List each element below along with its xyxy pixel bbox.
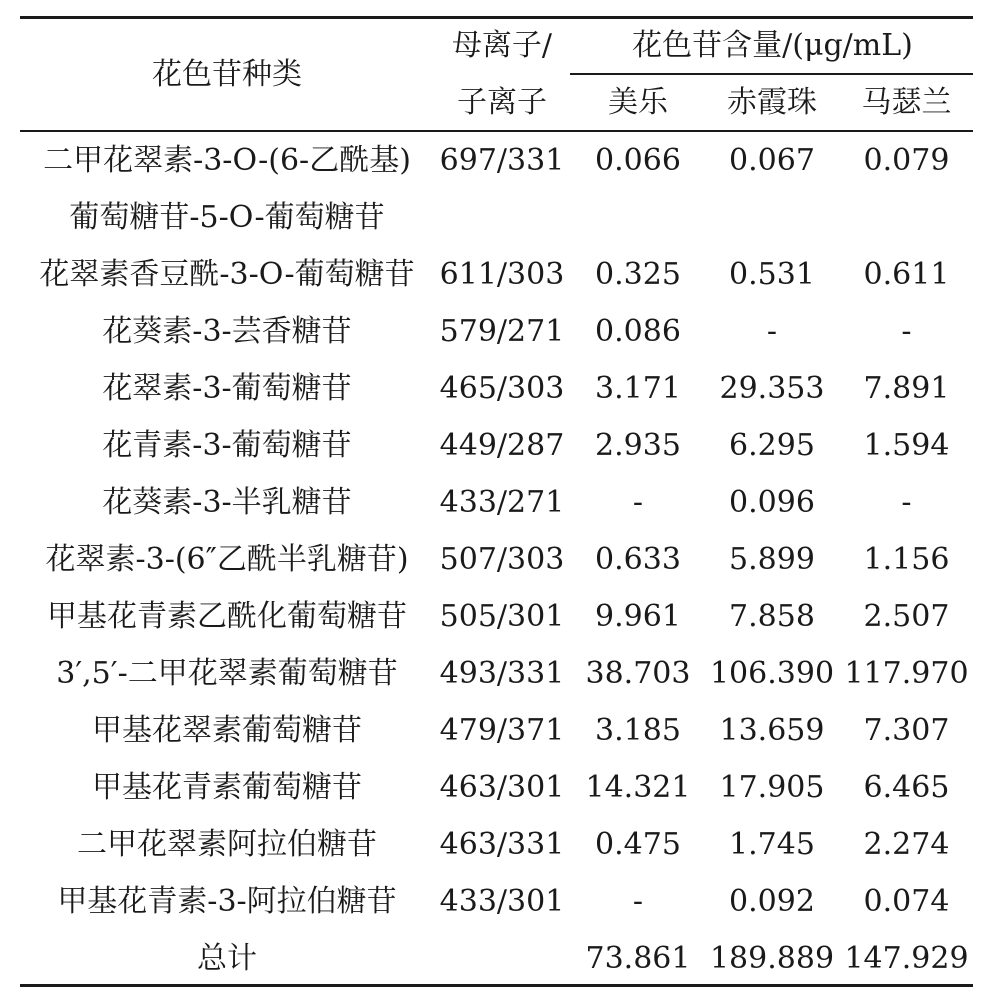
row-ion: [432, 189, 572, 246]
row-cabernet: 0.096: [729, 485, 815, 520]
row-ion: 493/331: [439, 656, 565, 691]
row-cabernet: 13.659: [719, 713, 825, 748]
row-marselan: -: [901, 314, 912, 349]
row-marselan: 0.079: [863, 143, 950, 178]
row-cabernet: 0.531: [729, 257, 815, 292]
header-species: 花色苷种类: [152, 57, 302, 92]
row-marselan: [840, 189, 973, 246]
row-marselan: 6.465: [863, 770, 950, 805]
row-name: 甲基花青素-3-阿拉伯糖苷: [57, 884, 397, 919]
row-name: 花葵素-3-半乳糖苷: [102, 485, 352, 520]
row-cabernet: [704, 189, 840, 246]
row-ion: [432, 930, 572, 987]
row-marselan: 0.074: [863, 884, 950, 919]
row-cabernet: 0.067: [729, 143, 815, 178]
row-merlot: 3.185: [595, 713, 681, 748]
row-ion: 433/301: [439, 884, 565, 919]
header-variety-merlot: 美乐: [608, 85, 668, 120]
row-cabernet: 29.353: [719, 371, 825, 406]
total-marselan: 147.929: [844, 941, 969, 976]
row-merlot: [572, 189, 704, 246]
row-ion: 465/303: [439, 371, 565, 406]
row-merlot: 9.961: [595, 599, 681, 634]
row-merlot: 2.935: [595, 428, 681, 463]
row-cabernet: 6.295: [729, 428, 815, 463]
row-marselan: 1.594: [863, 428, 950, 463]
row-ion: 505/301: [439, 599, 565, 634]
row-merlot: 0.066: [595, 143, 681, 178]
row-marselan: 7.307: [863, 713, 950, 748]
header-ion-line1: 母离子/: [451, 28, 553, 63]
header-content-group: 花色苷含量/(μg/mL): [632, 28, 913, 63]
row-merlot: -: [632, 485, 644, 520]
row-marselan: 0.611: [863, 257, 950, 292]
row-ion: 449/287: [439, 428, 565, 463]
row-marselan: 7.891: [863, 371, 950, 406]
header-variety-cabernet: 赤霞珠: [727, 85, 817, 120]
header-variety-marselan: 马瑟兰: [861, 85, 952, 120]
row-cabernet: 0.092: [729, 884, 815, 919]
row-name: 甲基花青素乙酰化葡萄糖苷: [47, 599, 407, 634]
row-name: 二甲花翠素阿拉伯糖苷: [77, 827, 377, 862]
row-cabernet: -: [766, 314, 778, 349]
row-marselan: 117.970: [844, 656, 969, 691]
row-name: 花青素-3-葡萄糖苷: [102, 428, 352, 463]
total-cabernet: 189.889: [709, 941, 835, 976]
row-name: 花翠素-3-(6″乙酰半乳糖苷): [45, 542, 409, 577]
row-name: 花翠素-3-葡萄糖苷: [102, 371, 352, 406]
row-name: 二甲花翠素-3-O-(6-乙酰基): [43, 143, 411, 178]
row-ion: 433/271: [439, 485, 565, 520]
row-marselan: -: [901, 485, 912, 520]
row-merlot: 3.171: [595, 371, 681, 406]
row-marselan: 1.156: [863, 542, 950, 577]
total-merlot: 73.861: [585, 941, 691, 976]
row-merlot: -: [632, 884, 644, 919]
row-merlot: 0.475: [595, 827, 681, 862]
row-merlot: 0.325: [595, 257, 681, 292]
row-name: 甲基花翠素葡萄糖苷: [92, 713, 362, 748]
row-name: 花葵素-3-芸香糖苷: [102, 314, 352, 349]
row-ion: 463/301: [439, 770, 565, 805]
row-ion: 463/331: [439, 827, 565, 862]
row-ion: 579/271: [439, 314, 565, 349]
row-cabernet: 106.390: [709, 656, 835, 691]
row-cabernet: 7.858: [729, 599, 815, 634]
row-ion: 611/303: [439, 257, 565, 292]
row-cabernet: 5.899: [729, 542, 815, 577]
row-cabernet: 17.905: [719, 770, 825, 805]
row-ion: 697/331: [439, 143, 565, 178]
row-name: 葡萄糖苷-5-O-葡萄糖苷: [69, 200, 385, 235]
row-merlot: 38.703: [585, 656, 691, 691]
row-ion: 507/303: [439, 542, 565, 577]
row-ion: 479/371: [439, 713, 565, 748]
total-label: 总计: [197, 941, 257, 976]
row-merlot: 0.086: [595, 314, 681, 349]
row-name: 花翠素香豆酰-3-O-葡萄糖苷: [39, 257, 415, 292]
row-merlot: 14.321: [585, 770, 691, 805]
row-name: 3′,5′-二甲花翠素葡萄糖苷: [56, 656, 398, 691]
row-marselan: 2.274: [863, 827, 950, 862]
row-merlot: 0.633: [595, 542, 681, 577]
header-ion-line2: 子离子: [457, 85, 547, 120]
row-name: 甲基花青素葡萄糖苷: [92, 770, 362, 805]
row-marselan: 2.507: [863, 599, 950, 634]
row-cabernet: 1.745: [729, 827, 815, 862]
